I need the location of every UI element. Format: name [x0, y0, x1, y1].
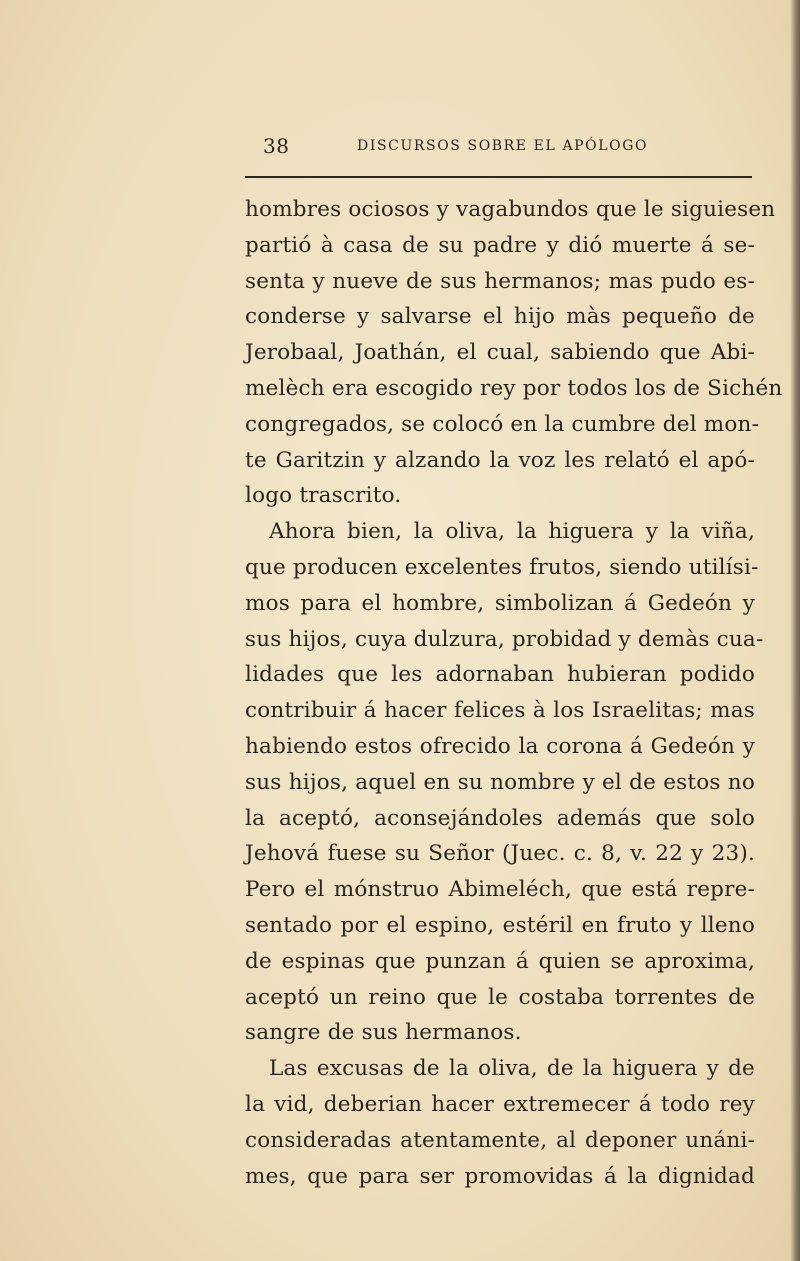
- text-line: contribuir á hacer felices à los Israelitas; mas: [245, 698, 755, 724]
- header-rule: [245, 176, 752, 178]
- text-line: sus hijos, cuya dulzura, probidad y demàs cua-: [245, 626, 764, 652]
- text-line: Jehová fuese su Señor (Juec. c. 8, v. 22 y 23).: [245, 841, 755, 867]
- text-line: mes, que para ser promovidas á la dignidad: [245, 1163, 755, 1189]
- text-line: sus hijos, aquel en su nombre y el de estos no: [245, 769, 755, 795]
- page-header: [245, 134, 755, 164]
- text-line: Jerobaal, Joathán, el cual, sabiendo que Abi-: [245, 340, 755, 366]
- body-text: [245, 192, 783, 1194]
- text-line: la aceptó, aconsejándoles además que solo: [245, 805, 755, 831]
- text-line: que producen excelentes frutos, siendo utilísi-: [245, 554, 759, 580]
- text-line: logo trascrito.: [245, 483, 402, 509]
- text-line: mos para el hombre, simbolizan á Gedeón y: [245, 590, 755, 616]
- text-line: consideradas atentamente, al deponer unáni-: [245, 1127, 755, 1153]
- text-line: Las excusas de la oliva, de la higuera y de: [269, 1056, 755, 1082]
- running-title: DISCURSOS SOBRE EL APÓLOGO: [357, 138, 649, 154]
- text-line: congregados, se colocó en la cumbre del mon-: [245, 411, 760, 437]
- text-line: Ahora bien, la oliva, la higuera y la viña,: [269, 519, 755, 545]
- text-line: sangre de sus hermanos.: [245, 1020, 522, 1046]
- text-line: senta y nueve de sus hermanos; mas pudo es-: [245, 268, 755, 294]
- text-line: te Garitzin y alzando la voz les relató el apó-: [245, 447, 755, 473]
- page-number: 38: [263, 134, 290, 158]
- page-edge-shadow: [790, 0, 800, 1261]
- text-line: lidades que les adornaban hubieran podido: [245, 662, 755, 688]
- text-line: sentado por el espino, estéril en fruto y lleno: [245, 912, 755, 938]
- text-line: melèch era escogido rey por todos los de Sichén: [245, 375, 783, 401]
- text-line: la vid, deberian hacer extremecer á todo rey: [245, 1091, 755, 1117]
- text-line: de espinas que punzan á quien se aproxima,: [245, 948, 755, 974]
- text-line: hombres ociosos y vagabundos que le siguiesen: [245, 197, 776, 222]
- text-line: partió à casa de su padre y dió muerte á se-: [245, 232, 755, 258]
- text-line: Pero el mónstruo Abimeléch, que está repre-: [245, 877, 755, 903]
- text-line: aceptó un reino que le costaba torrentes de: [245, 984, 755, 1010]
- text-line: habiendo estos ofrecido la corona á Gedeón y: [245, 733, 755, 759]
- text-line: conderse y salvarse el hijo màs pequeño de: [245, 304, 755, 330]
